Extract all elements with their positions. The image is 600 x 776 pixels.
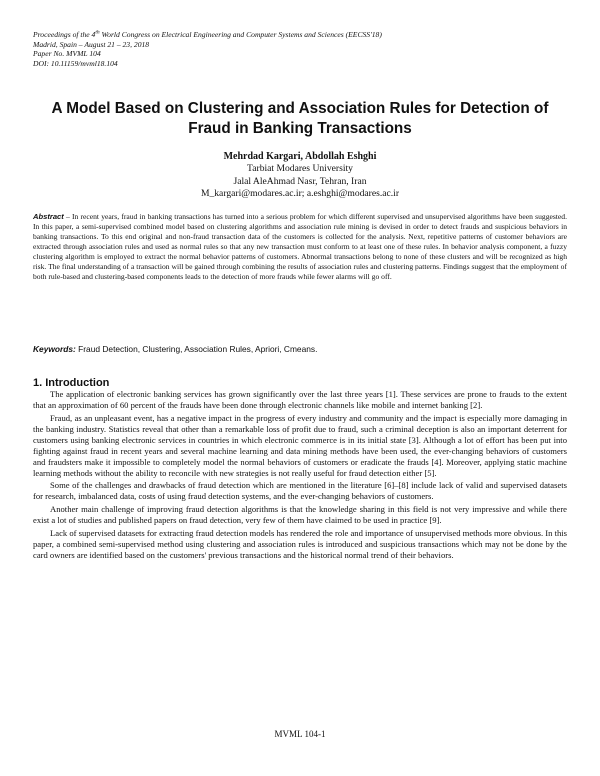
header-line-3: Paper No. MVML 104	[33, 49, 101, 59]
title-line-1: A Model Based on Clustering and Association Rules for Detection of	[51, 100, 549, 117]
header-line-1: Proceedings of the 4th World Congress on Electrical Engineering and Computer Systems and Sciences (EECSS'18)	[33, 29, 382, 39]
page-footer: MVML 104-1	[274, 729, 326, 739]
keywords-text: Fraud Detection, Clustering, Association Rules, Apriori, Cmeans.	[75, 344, 318, 354]
paragraph: Some of the challenges and drawbacks of fraud detection which are mentioned in the literature [6]–[8] include lack of valid and supervised datasets for research, imbalanced data, costs of using fraud detection systems, and the ever-changing behaviors of customers.	[33, 480, 567, 502]
author-affiliation: Tarbiat Modares University	[247, 163, 353, 175]
abstract-label: Abstract	[33, 212, 64, 221]
abstract	[33, 212, 567, 282]
abstract-text: – In recent years, fraud in banking transactions has turned into a serious problem for which different supervised and unsupervised algorithms have been suggested. In this paper, a semi-supervised combined model based on clustering algorithms and association rule mining is devised in order to detect frauds and suspicious behaviors in banking transactions. To this end original and non-fraud transaction data of the customers is collected for the analysis. Next, repetitive patterns of customer behaviors are extracted through association rules and used as normal rules so that any new transaction must conform to at least one of these rules. In behavior analysis component, a fuzzy clustering algorithm is employed to extract the normal behavior patterns of customers. Abnormal transactions belong to none of these clusters and will be recognized as high risk. The final understanding of a transaction will be gained through combining the results of association rules and clustering patterns. Findings suggest that the employment of both rule-based and clustering-based components leads to the detection of more frauds while fewer alarms will go off.	[33, 212, 567, 281]
author-block	[30, 151, 570, 201]
section-heading-introduction: 1. Introduction	[33, 377, 110, 389]
title-line-2: Fraud in Banking Transactions	[188, 120, 412, 137]
author-emails: M_kargari@modares.ac.ir; a.eshghi@modares.ac.ir	[200, 188, 400, 200]
introduction-body	[33, 389, 567, 562]
paragraph: Fraud, as an unpleasant event, has a negative impact in the progress of every industry and community and the impact is especially more damaging in the banking industry. Statistics reveal that other than a remarkable loss of profit due to fraud, such a criminal deception is also an important deterrent for customers using banking electronic services in countries in which electronic commerce is in its initial state [3]. Although a lot of effort has been put into fighting against fraud in recent years and several machine learning and data mining methods have been used, the ever-changing behaviors of customers and fraudsters make it impossible to completely model the normal behaviors of customers or eradicate the frauds [4]. Moreover, applying static machine learning methods without the ability to reconcile with new strategies is not really useful for fraud detection either [5].	[33, 412, 567, 478]
paragraph: Lack of supervised datasets for extracting fraud detection models has rendered the role and importance of unsupervised methods more obvious. In this paper, a combined semi-supervised method using clustering and association rules is introduced and suspicious transactions which may not be done by the card owners are identified based on the customers' previous transactions and the historical normal trend of their behaviors.	[33, 527, 567, 560]
author-address: Jalal AleAhmad Nasr, Tehran, Iran	[233, 175, 367, 187]
header-line-2: Madrid, Spain – August 21 – 23, 2018	[33, 39, 150, 49]
paragraph: The application of electronic banking services has grown significantly over the last three years [1]. These services are prone to frauds to the extent that an approximation of 60 percent of the frauds have been done through electronic channels like mobile and internet banking [2].	[33, 389, 567, 411]
keywords-label: Keywords:	[33, 344, 76, 354]
proceedings-header	[33, 30, 573, 68]
paper-title	[30, 99, 570, 139]
keywords	[33, 344, 567, 355]
header-doi: DOI: 10.11159/mvml18.104	[33, 58, 118, 68]
paragraph: Another main challenge of improving fraud detection algorithms is that the knowledge sharing in this field is not very impressive and while there exist a lot of studies and published papers on fraud detection, very few of them have claimed to be used in practice [9].	[33, 503, 567, 526]
author-names: Mehrdad Kargari, Abdollah Eshghi	[223, 151, 377, 162]
